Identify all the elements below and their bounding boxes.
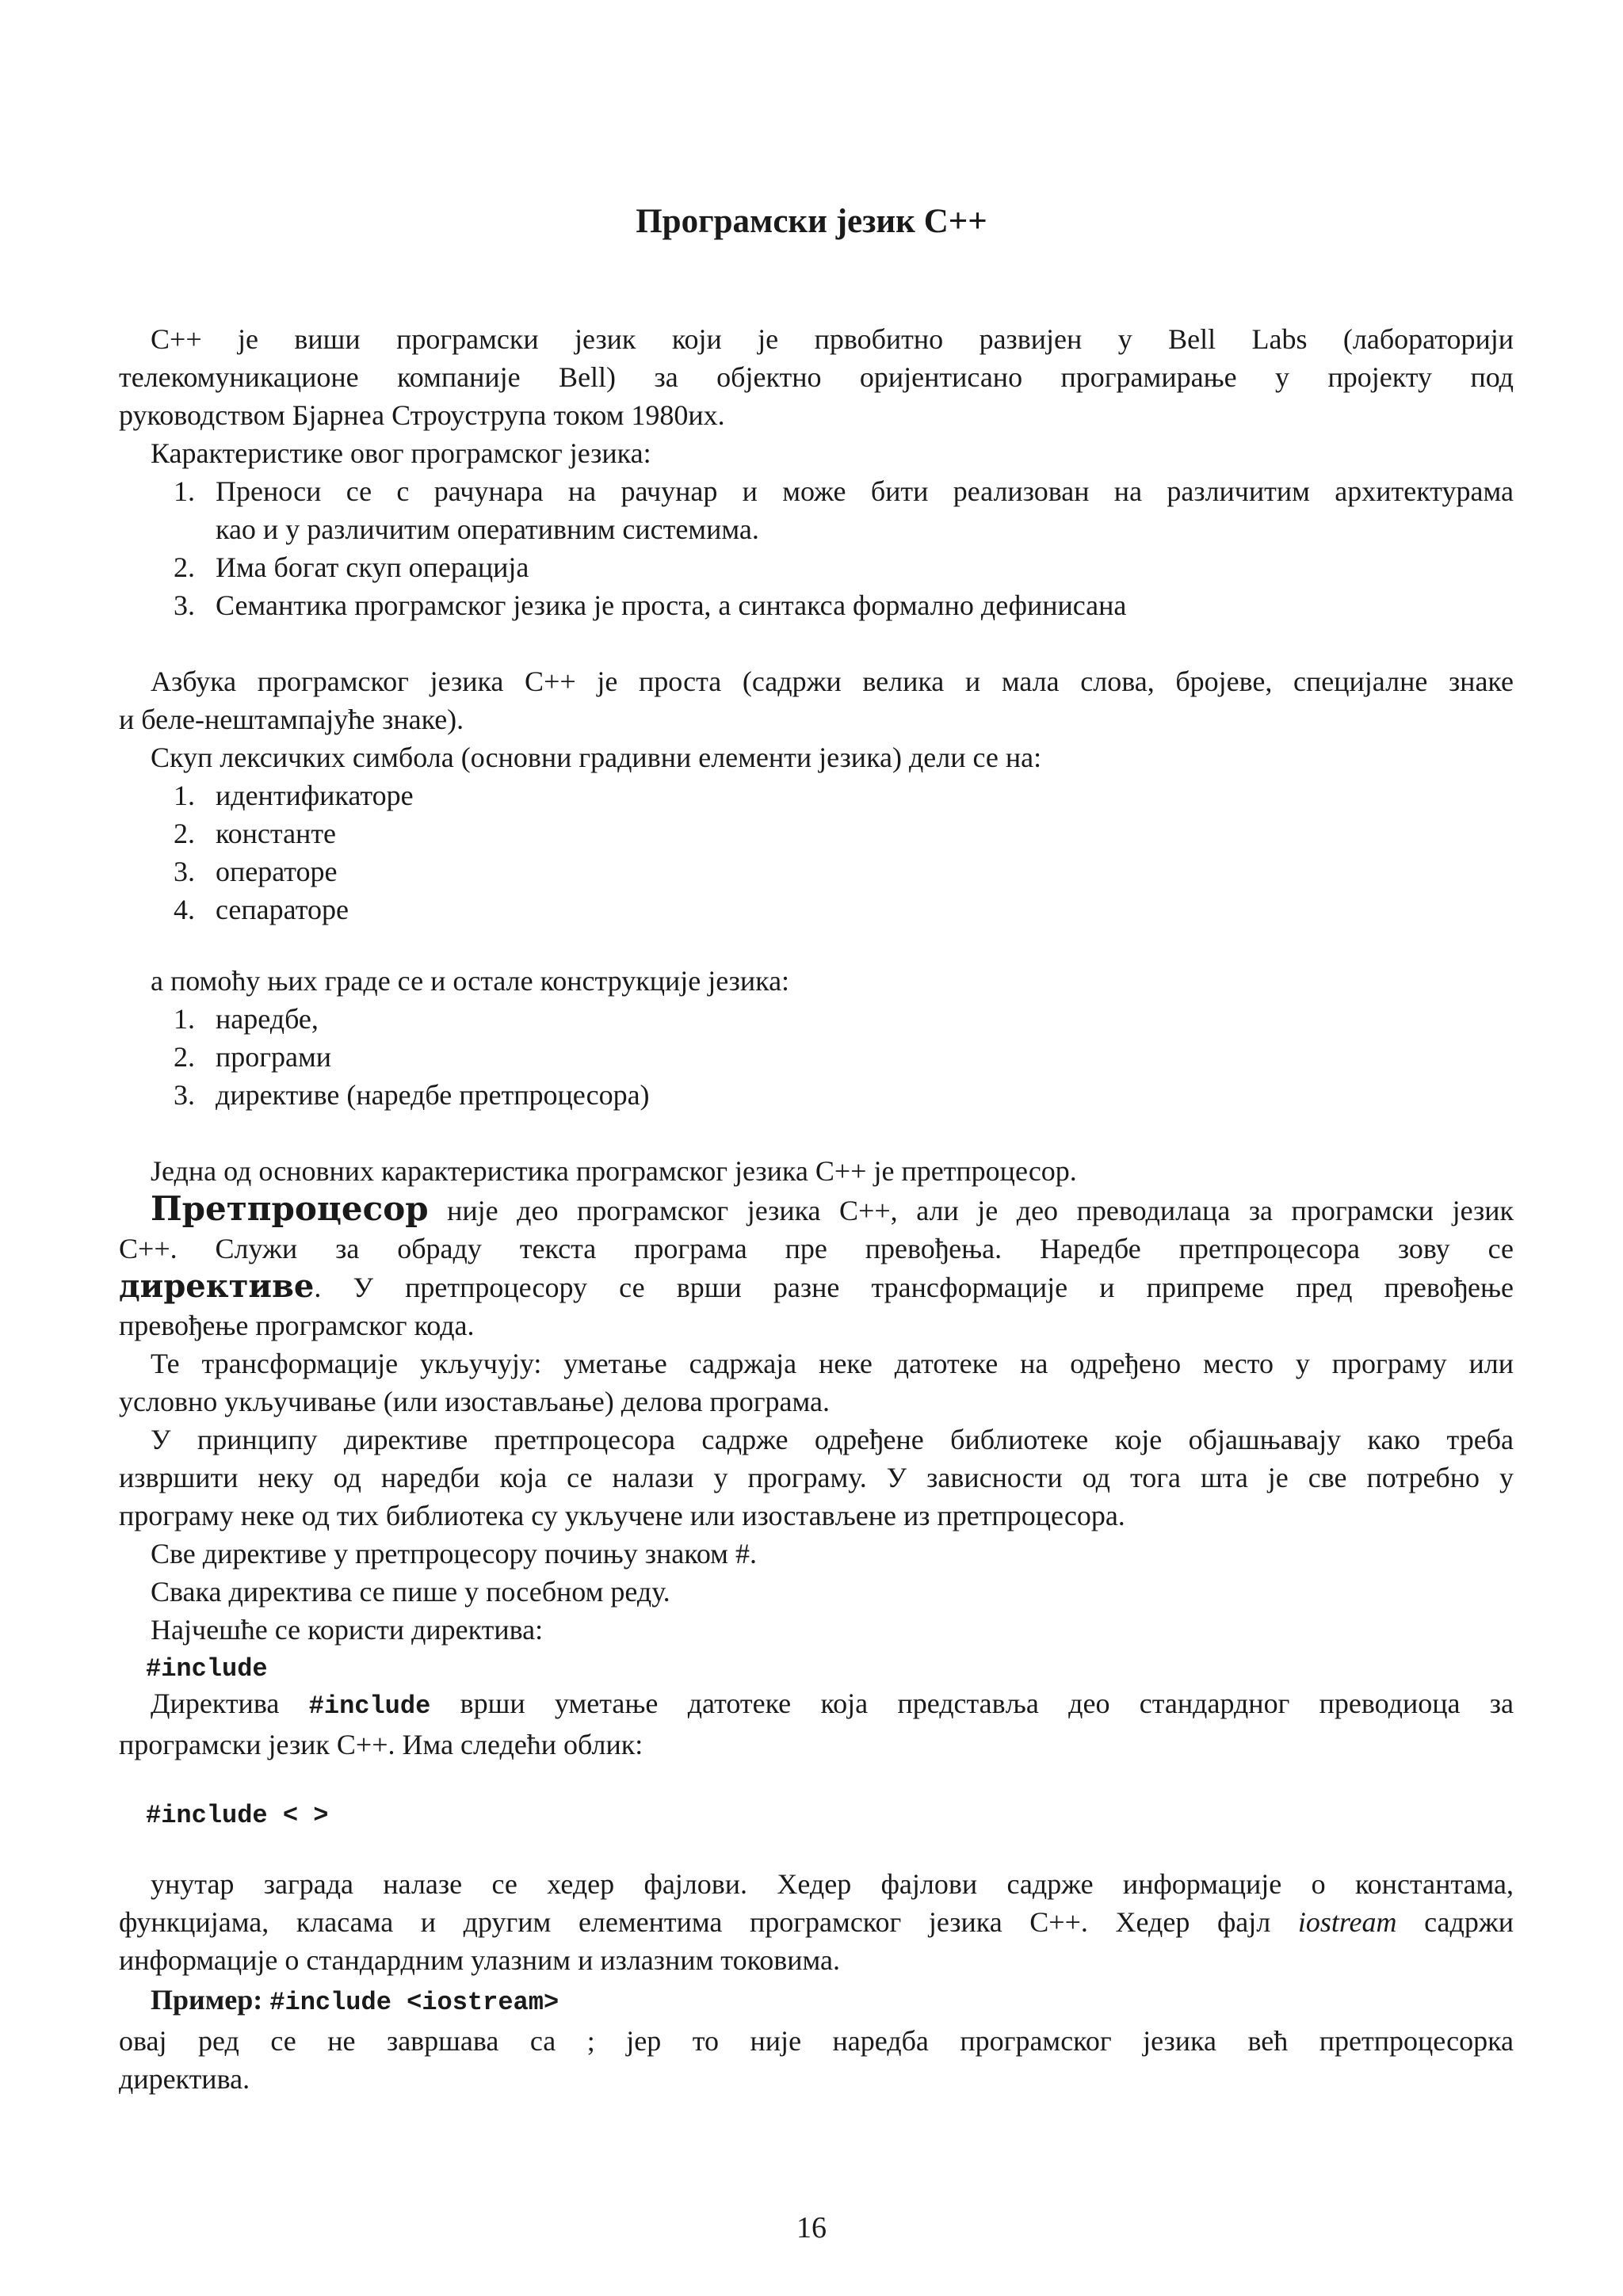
example-label: Пример: [151, 1984, 270, 2016]
page-title: Програмски језик C++ [636, 203, 987, 240]
text-line: као и у различитим оперативним системима. [216, 513, 759, 545]
headers-paragraph [119, 1865, 1514, 1979]
example-line [119, 1981, 1514, 2022]
list-item: 2 . константе [119, 814, 1514, 852]
text-line: функцијама, класама и другим елементима програмског језика C++. Хедер фајл iostream садржи [119, 1906, 1514, 1938]
directive-paragraph [119, 1684, 1514, 1764]
text-line: директива. [119, 2063, 250, 2095]
text-line: условно укључивање (или изостављање) делова програма. [119, 1386, 830, 1417]
text-line: Претпроцесор није део програмског језика C++, али је део преводилаца за програмски језик [151, 1189, 1514, 1228]
text-line: Директива #include врши уметање датотеке која представља део стандардног преводиоца за [151, 1688, 1514, 1721]
text-line: информације о стандардним улазним и излазним токовима. [119, 1944, 841, 1976]
code-include: #include [146, 1654, 268, 1684]
text-line: C++ је виши програмски језик који је првобитно развијен у Bell Labs (лабораторији [151, 323, 1514, 355]
lexical-list [119, 776, 1514, 929]
term-preprocessor: Претпроцесор [151, 1189, 429, 1228]
list-item: 1 . Преноси се с рачунара на рачунар и може бити реализован на различитим архитектурама као и у различитим оперативним системима. [119, 472, 1514, 548]
text-line: Семантика програмског језика је проста, а синтакса формално дефинисана [216, 589, 1127, 621]
text-line: Преноси се с рачунара на рачунар и може бити реализован на различитим архитектурама [216, 475, 1514, 507]
text-line: извршити неку од наредби која се налази у програму. У зависности од тога шта је све потребно у [119, 1462, 1514, 1493]
constructs-heading: а помоћу њих граде се и остале конструкције језика: [151, 965, 790, 997]
list-item: 4 . сепараторе [119, 891, 1514, 929]
list-item: 3 . операторе [119, 852, 1514, 891]
text-line: телекомуникационе компаније Bell) за објектно оријентисано програмирање у пројекту под [119, 361, 1514, 393]
list-item: 2 . програми [119, 1038, 1514, 1076]
text-line: Те трансформације укључују: уметање садржаја неке датотеке на одређено место у програму или [151, 1348, 1514, 1379]
text-line: програмски језик C++. Има следећи облик: [119, 1729, 643, 1760]
text-line: и беле-нештампајуће знаке). [119, 704, 464, 735]
list-item: 3 . Семантика програмског језика је проста, а синтакса формално дефинисана [119, 586, 1514, 624]
list-item: 2 . Има богат скуп операција [119, 548, 1514, 586]
text-line: Једна од основних карактеристика програмског језика C++ је претпроцесор. [151, 1155, 1077, 1187]
alphabet-section [119, 662, 1514, 929]
page-number: 16 [796, 2211, 827, 2245]
lexical-heading: Скуп лексичких симбола (основни градивни елементи језика) дели се на: [151, 742, 1042, 773]
text-line: превођење програмског кода. [119, 1310, 475, 1341]
text-line: Најчешће се користи директива: [151, 1614, 544, 1646]
text-line: У принципу директиве претпроцесора садрже одређене библиотеке које објашњавају како треба [151, 1424, 1514, 1455]
constructs-list [119, 1000, 1514, 1114]
text-line: Азбука програмског језика C++ је проста (садржи велика и мала слова, бројеве, специјалне знаке [151, 666, 1514, 697]
text-line: руководством Бјарнеа Строуструпа током 1980их. [119, 399, 725, 431]
list-item: 1 . идентификаторе [119, 776, 1514, 814]
text-line: директиве. У претпроцесору се врши разне трансформације и припреме пред превођење [119, 1268, 1514, 1305]
text-line: програму неке од тих библиотека су укључене или изостављене из претпроцесора. [119, 1500, 1125, 1531]
list-item: 3 . директиве (наредбе претпроцесора) [119, 1076, 1514, 1114]
text-line: Све директиве у претпроцесору почињу знаком #. [151, 1538, 757, 1569]
characteristics-list [119, 472, 1514, 624]
iostream-italic: iostream [1297, 1906, 1397, 1938]
code-include: #include [308, 1691, 431, 1721]
constructs-section [119, 962, 1514, 1114]
intro-paragraph [119, 320, 1514, 624]
text-line: унутар заграда налазе се хедер фајлови. Хедер фајлови садрже информације о константама, [151, 1868, 1514, 1900]
text-line: овај ред се не завршава са ; јер то није наредба програмског језика већ претпроцесорка [119, 2025, 1514, 2057]
characteristics-heading: Карактеристике овог програмског језика: [151, 437, 651, 469]
list-item: 1 . наредбе, [119, 1000, 1514, 1038]
text-line: Има богат скуп операција [216, 551, 529, 583]
include-keyword-line [119, 1650, 1514, 1685]
syntax-form-line [119, 1797, 1514, 1832]
text-line: C++. Служи за обраду текста програма пре превођења. Наредбе претпроцесора зову се [119, 1233, 1514, 1264]
example-paragraph [119, 1981, 1514, 2098]
code-syntax-form: #include < > [146, 1801, 329, 1830]
text-line: Свака директива се пише у посебном реду. [151, 1576, 670, 1608]
term-directives: директиве [119, 1268, 315, 1305]
preprocessor-section [119, 1152, 1514, 1649]
code-example: #include <iostream> [269, 1988, 559, 2017]
